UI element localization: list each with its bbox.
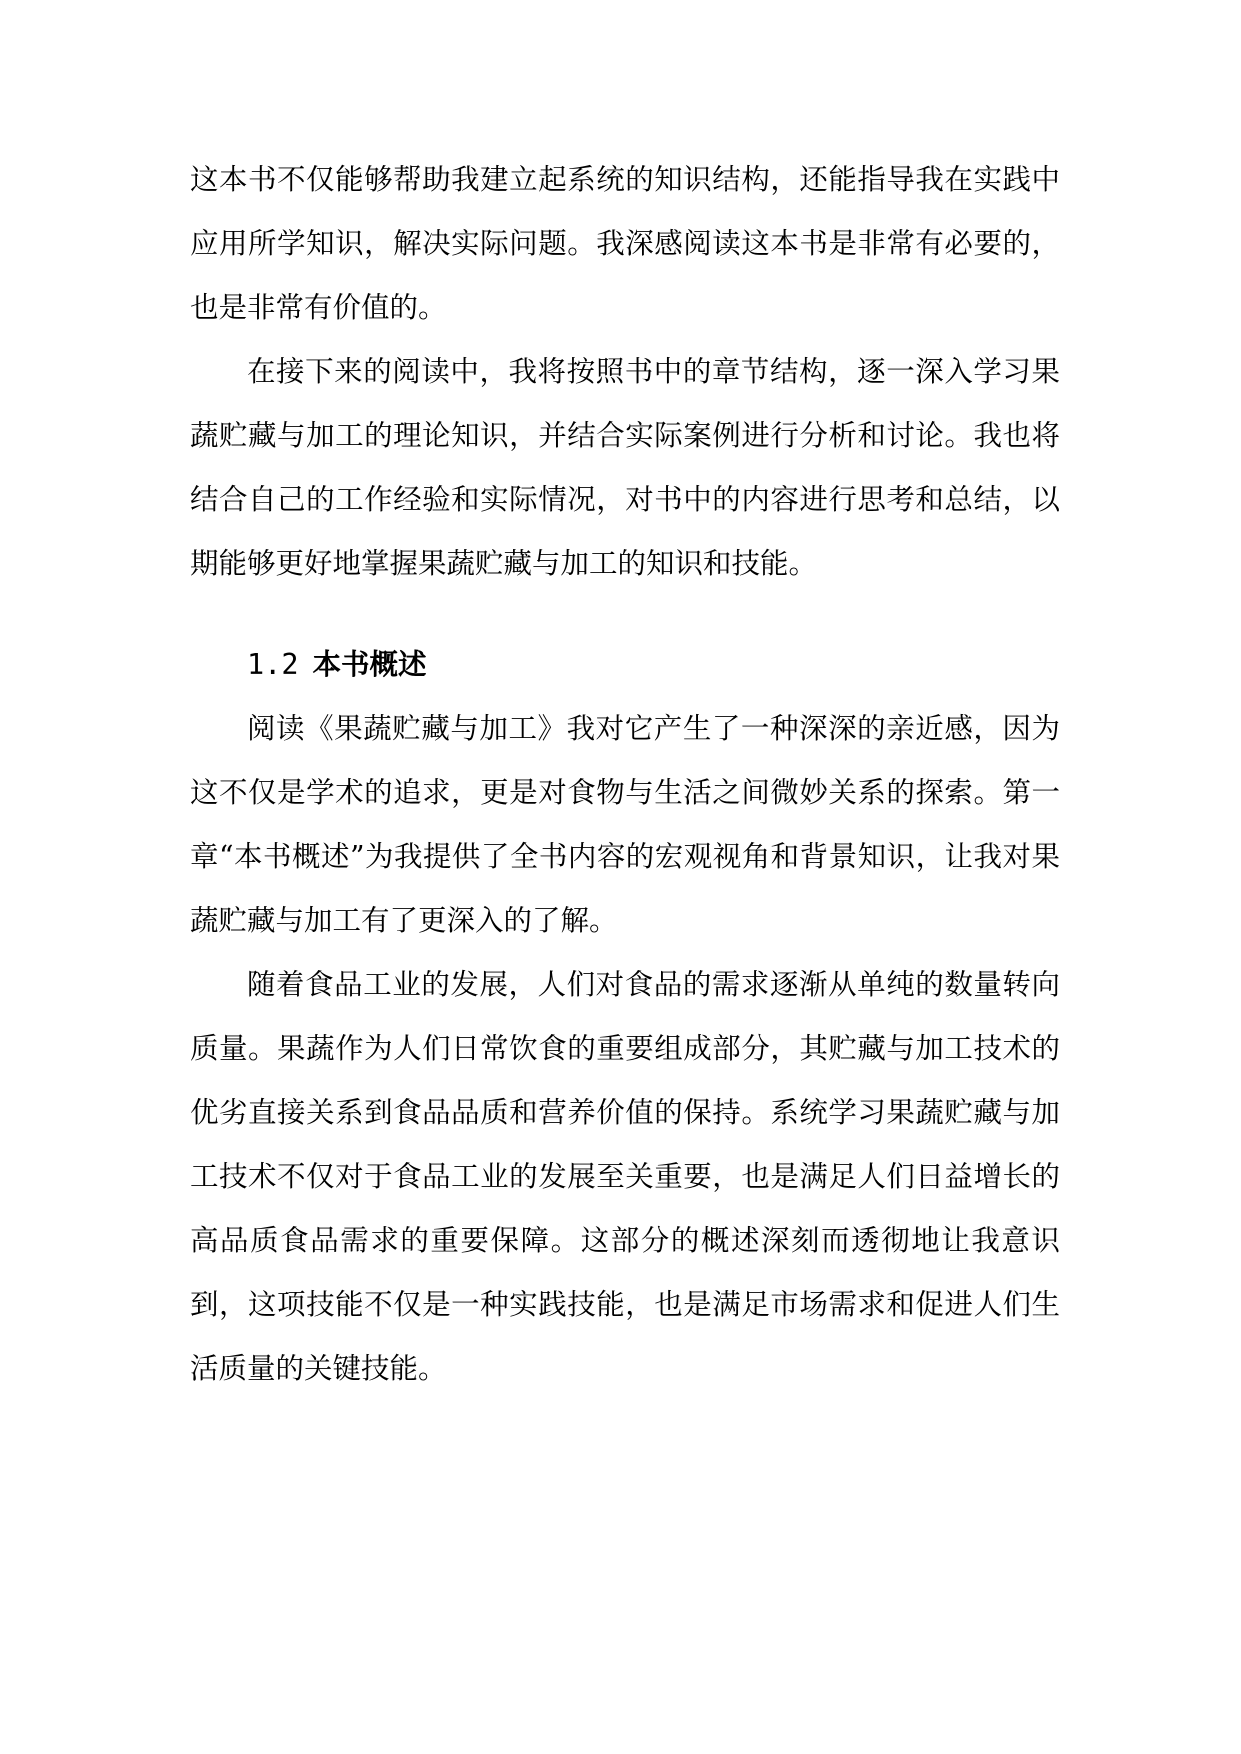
paragraph-industry-development: 随着食品工业的发展，人们对食品的需求逐渐从单纯的数量转向质量。果蔬作为人们日常饮食的重要组成部分，其贮藏与加工技术的优劣直接关系到食品品质和营养价值的保持。系统学习果蔬贮藏与加工技术不仅对于食品工业的发展至关重要，也是满足人们日益增长的高品质食品需求的重要保障。这部分的概述深刻而透彻地让我意识到，这项技能不仅是一种实践技能，也是满足市场需求和促进人们生活质量的关键技能。 — [190, 968, 1060, 1385]
paragraph-reading-plan: 在接下来的阅读中，我将按照书中的章节结构，逐一深入学习果蔬贮藏与加工的理论知识，并结合实际案例进行分析和讨论。我也将结合自己的工作经验和实际情况，对书中的内容进行思考和总结，以期能够更好地掌握果蔬贮藏与加工的知识和技能。 — [190, 355, 1060, 580]
section-title: 本书概述 — [312, 647, 427, 681]
paragraph-continuation: 这本书不仅能够帮助我建立起系统的知识结构，还能指导我在实践中应用所学知识，解决实际问题。我深感阅读这本书是非常有必要的，也是非常有价值的。 — [190, 163, 1060, 324]
section-number: 1.2 — [247, 648, 299, 681]
paragraph-overview-intro: 阅读《果蔬贮藏与加工》我对它产生了一种深深的亲近感，因为这不仅是学术的追求，更是对食物与生活之间微妙关系的探索。第一章“本书概述”为我提供了全书内容的宏观视角和背景知识，让我对果蔬贮藏与加工有了更深入的了解。 — [190, 712, 1060, 937]
document-body — [190, 148, 1060, 1401]
section-heading — [190, 632, 1060, 697]
